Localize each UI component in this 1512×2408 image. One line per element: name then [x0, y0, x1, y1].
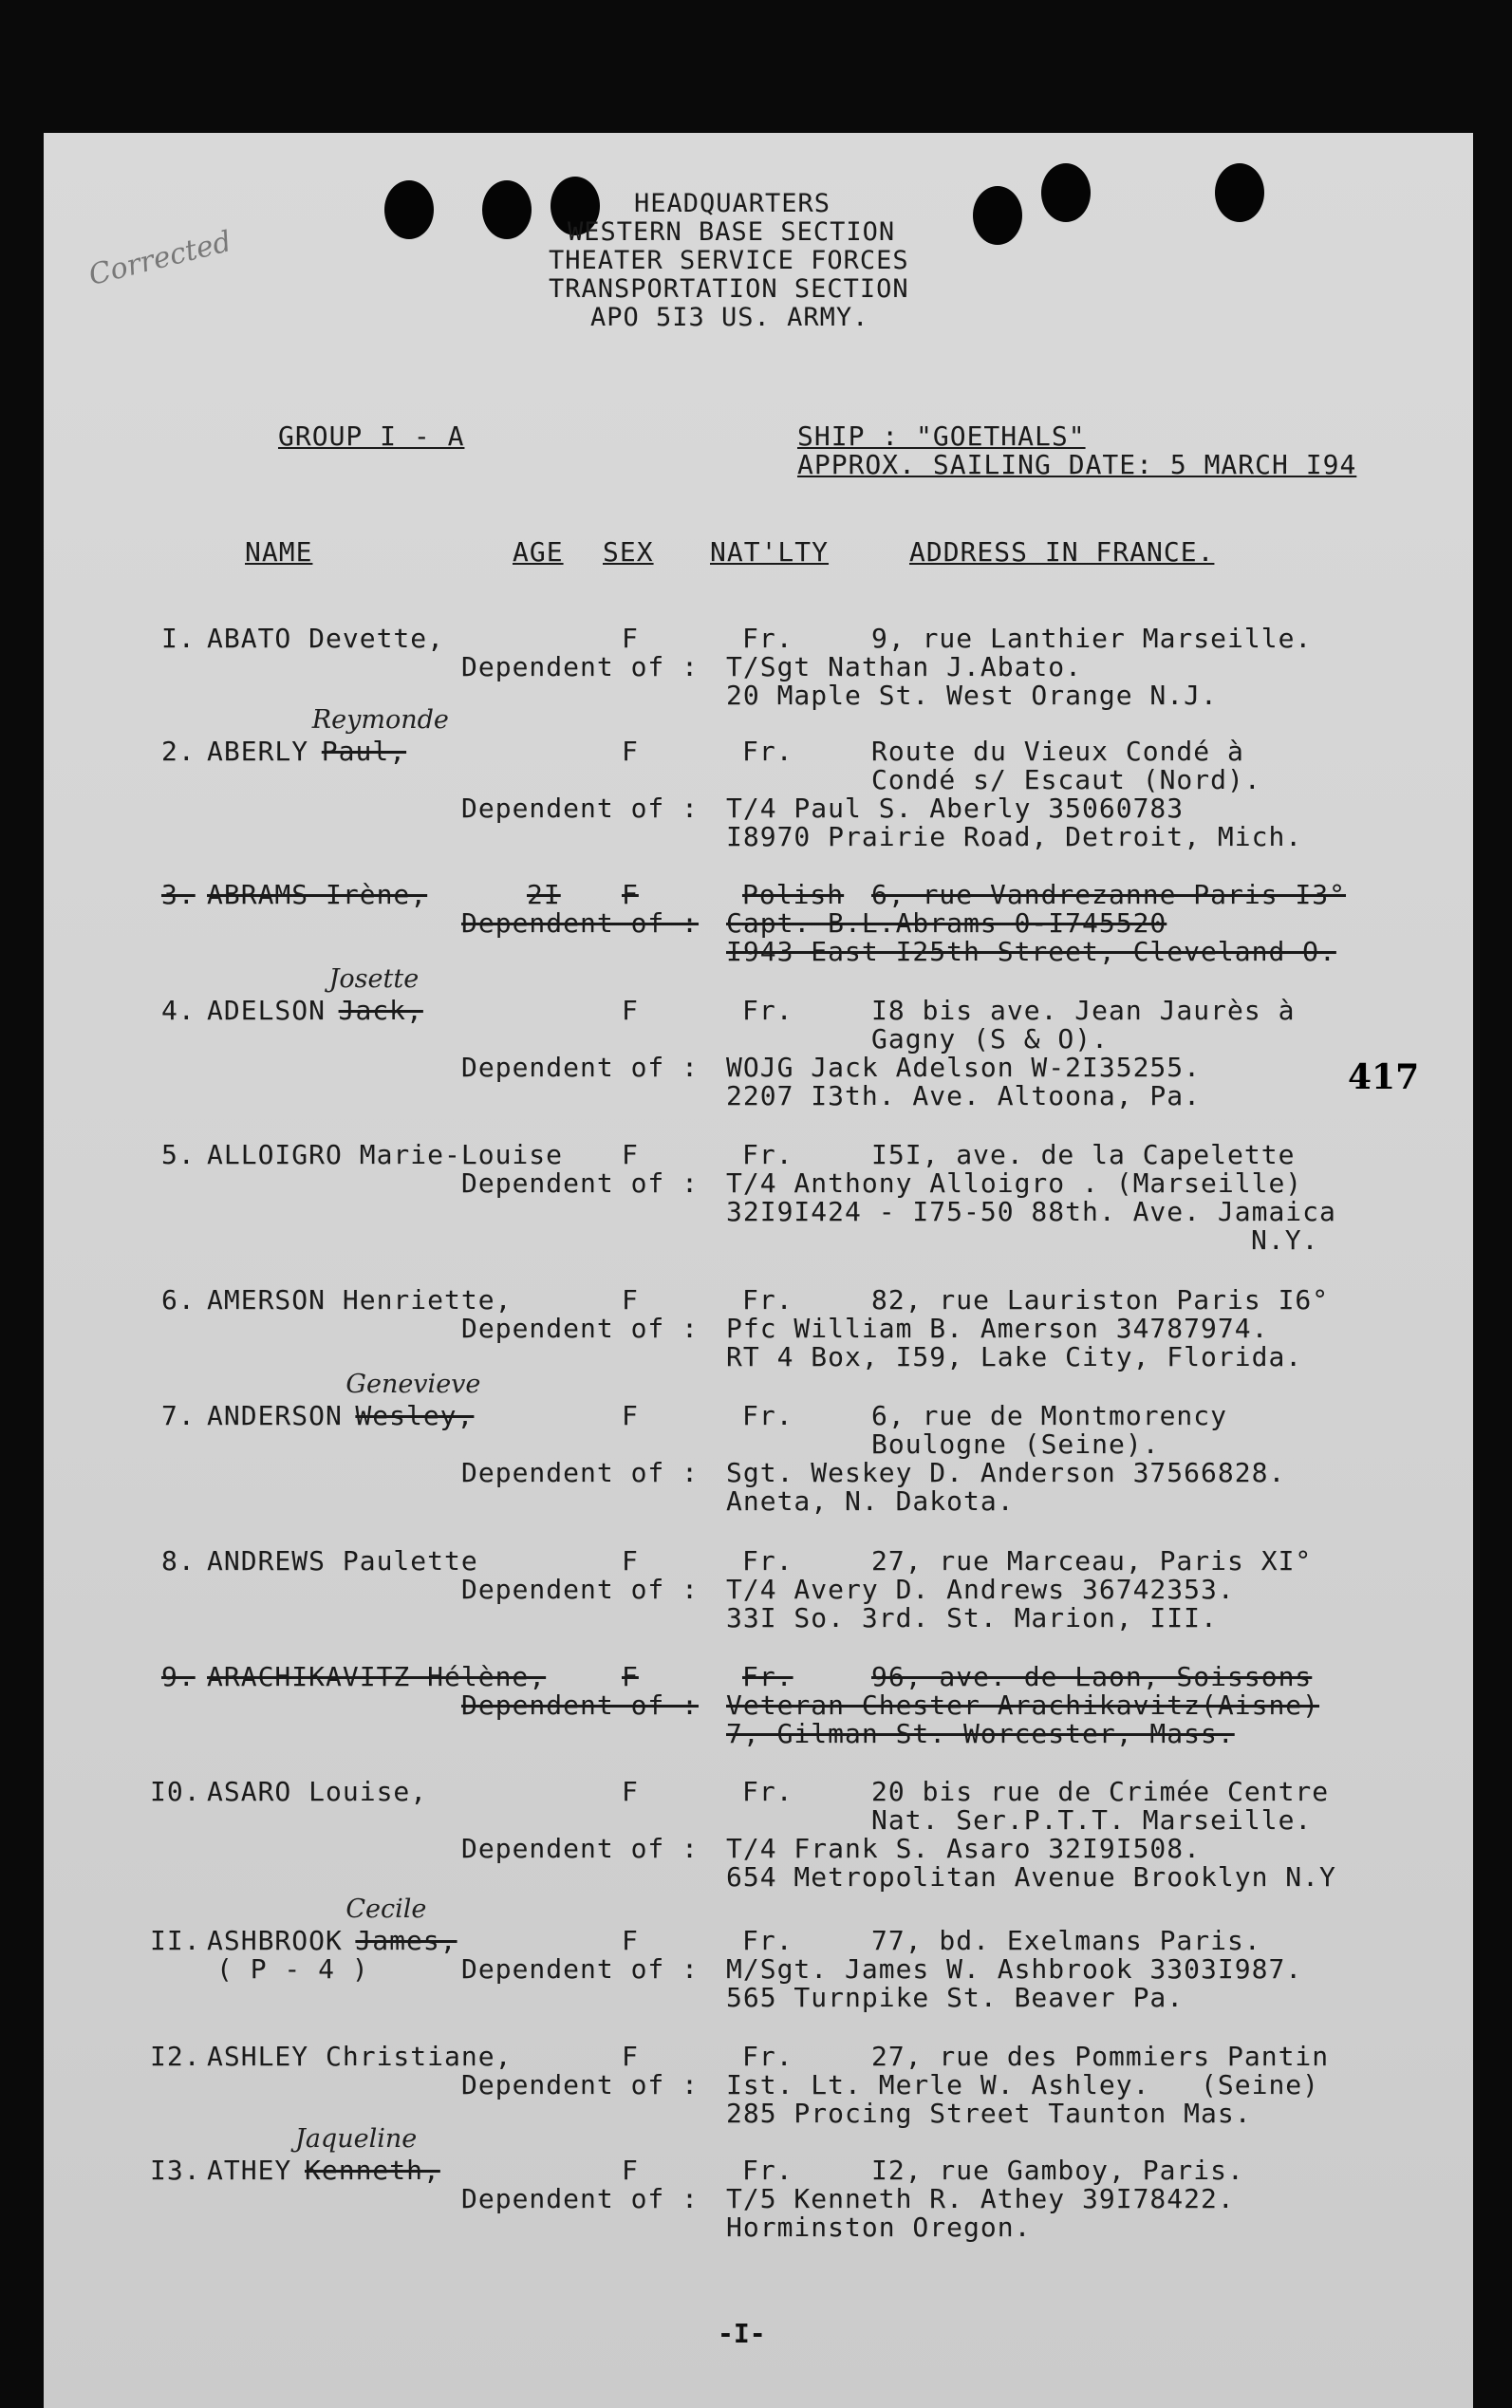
entry-name: ANDREWS Paulette	[207, 1545, 478, 1577]
sponsor-line1: T/5 Kenneth R. Athey 39I78422.	[726, 2183, 1235, 2214]
sponsor-line2: 32I9I424 - I75-50 88th. Ave. Jamaica	[726, 1196, 1336, 1227]
sponsor-line1: Ist. Lt. Merle W. Ashley. (Seine)	[726, 2069, 1320, 2100]
entry-address-line1: I2, rue Gamboy, Paris.	[871, 2155, 1244, 2186]
entry-nationality: Fr.	[742, 1139, 793, 1170]
entry-nationality: Fr.	[742, 1400, 793, 1431]
entry-name: ADELSON	[207, 995, 327, 1026]
entry-address-line1: 27, rue Marceau, Paris XI°	[871, 1545, 1313, 1577]
punch-hole	[973, 186, 1022, 245]
entry-sex: F	[622, 879, 639, 910]
header-line3: THEATER SERVICE FORCES	[549, 246, 909, 275]
entry-name: ANDERSON	[207, 1400, 343, 1431]
dependent-of-label: Dependent of :	[461, 1313, 700, 1344]
sponsor-line1: Veteran Chester Arachikavitz(Aisne)	[726, 1689, 1320, 1721]
entry-number: I3.	[150, 2155, 201, 2186]
entry-address-line2: Condé s/ Escaut (Nord).	[871, 764, 1261, 795]
entry-age: 2I	[527, 879, 561, 910]
handwritten-name: Jaqueline	[295, 2124, 418, 2154]
entry-nationality: Fr.	[742, 1661, 793, 1692]
sponsor-line1: T/4 Anthony Alloigro . (Marseille)	[726, 1167, 1303, 1199]
entry-struck-name: Jack,	[338, 995, 423, 1026]
col-sex: SEX	[603, 536, 654, 568]
dependent-of-label: Dependent of :	[461, 1833, 700, 1864]
entry-name: ABRAMS Irène,	[207, 879, 428, 910]
sponsor-line2: I8970 Prairie Road, Detroit, Mich.	[726, 821, 1303, 852]
entry-subcode: ( P - 4 )	[216, 1953, 369, 1985]
dependent-of-label: Dependent of :	[461, 793, 700, 824]
entry-nationality: Fr.	[742, 736, 793, 767]
entry-name: ATHEY	[207, 2155, 292, 2186]
entry-address-line1: 20 bis rue de Crimée Centre	[871, 1776, 1330, 1807]
entry-number: 6.	[161, 1284, 196, 1316]
entry-sex: F	[622, 1545, 639, 1577]
entry-nationality: Fr.	[742, 1284, 793, 1316]
sponsor-line1: T/4 Avery D. Andrews 36742353.	[726, 1574, 1235, 1605]
entry-nationality: Polish	[742, 879, 845, 910]
entry-nationality: Fr.	[742, 995, 793, 1026]
sponsor-line1: T/4 Frank S. Asaro 32I9I508.	[726, 1833, 1202, 1864]
dependent-of-label: Dependent of :	[461, 1574, 700, 1605]
entry-nationality: Fr.	[742, 1776, 793, 1807]
entry-sex: F	[622, 623, 639, 654]
dependent-of-label: Dependent of :	[461, 1167, 700, 1199]
entry-name: ASHBROOK	[207, 1925, 343, 1956]
sponsor-line1: M/Sgt. James W. Ashbrook 3303I987.	[726, 1953, 1303, 1985]
col-address: ADDRESS IN FRANCE.	[909, 536, 1215, 568]
entry-sex: F	[622, 1776, 639, 1807]
ship-label: SHIP : "GOETHALS"	[797, 420, 1086, 452]
entry-name: AMERSON Henriette,	[207, 1284, 513, 1316]
sponsor-line2: 285 Procing Street Taunton Mas.	[726, 2098, 1252, 2129]
entry-address-line1: 77, bd. Exelmans Paris.	[871, 1925, 1261, 1956]
dependent-of-label: Dependent of :	[461, 1052, 700, 1083]
sponsor-line2: 20 Maple St. West Orange N.J.	[726, 680, 1218, 711]
sailing-date: APPROX. SAILING DATE: 5 MARCH I94	[797, 449, 1357, 480]
entry-nationality: Fr.	[742, 623, 793, 654]
entry-number: 3.	[161, 879, 196, 910]
sponsor-line2: Aneta, N. Dakota.	[726, 1485, 1015, 1517]
entry-address-line1: 27, rue des Pommiers Pantin	[871, 2041, 1330, 2072]
entry-address-line1: 9, rue Lanthier Marseille.	[871, 623, 1313, 654]
col-natlty: NAT'LTY	[710, 536, 830, 568]
handwritten-name: Josette	[328, 964, 420, 994]
entry-number: II.	[150, 1925, 201, 1956]
header-line5: APO 5I3 US. ARMY.	[590, 303, 869, 332]
entry-address-line1: I8 bis ave. Jean Jaurès à	[871, 995, 1296, 1026]
entry-sex: F	[622, 736, 639, 767]
entry-nationality: Fr.	[742, 1545, 793, 1577]
entry-struck-name: Wesley,	[355, 1400, 475, 1431]
sponsor-line2: I943 East I25th Street, Cleveland O.	[726, 936, 1336, 967]
col-name: NAME	[245, 536, 313, 568]
entry-nationality: Fr.	[742, 1925, 793, 1956]
dependent-of-label: Dependent of :	[461, 907, 700, 939]
handwritten-name: Genevieve	[345, 1370, 481, 1399]
entry-address-line1: 6, rue de Montmorency	[871, 1400, 1228, 1431]
dependent-of-label: Dependent of :	[461, 1457, 700, 1488]
sponsor-line2: 565 Turnpike St. Beaver Pa.	[726, 1982, 1185, 2013]
corrected-stamp: Corrected	[85, 224, 235, 293]
sponsor-line1: T/Sgt Nathan J.Abato.	[726, 651, 1083, 682]
entry-sex: F	[622, 1139, 639, 1170]
entry-address-line1: 6, rue Vandrezanne Paris I3°	[871, 879, 1347, 910]
entry-number: I.	[161, 623, 196, 654]
entry-nationality: Fr.	[742, 2155, 793, 2186]
col-age: AGE	[513, 536, 564, 568]
sponsor-line1: T/4 Paul S. Aberly 35060783	[726, 793, 1185, 824]
header-line4: TRANSPORTATION SECTION	[549, 274, 909, 304]
entry-sex: F	[622, 1284, 639, 1316]
header-line2: WESTERN BASE SECTION	[568, 217, 896, 247]
sponsor-line2: RT 4 Box, I59, Lake City, Florida.	[726, 1341, 1303, 1372]
entry-sex: F	[622, 1925, 639, 1956]
entry-number: 7.	[161, 1400, 196, 1431]
entry-number: 4.	[161, 995, 196, 1026]
entry-number: I2.	[150, 2041, 201, 2072]
dependent-of-label: Dependent of :	[461, 2069, 700, 2100]
sponsor-line2: 33I So. 3rd. St. Marion, III.	[726, 1602, 1218, 1633]
entry-address-line2: Nat. Ser.P.T.T. Marseille.	[871, 1804, 1313, 1836]
punch-hole	[384, 180, 434, 239]
entry-struck-name: Kenneth,	[305, 2155, 440, 2186]
entry-sex: F	[622, 1661, 639, 1692]
dependent-of-label: Dependent of :	[461, 1689, 700, 1721]
sponsor-line1: WOJG Jack Adelson W-2I35255.	[726, 1052, 1202, 1083]
entry-number: I0.	[150, 1776, 201, 1807]
entry-nationality: Fr.	[742, 2041, 793, 2072]
entry-number: 2.	[161, 736, 196, 767]
entry-sex: F	[622, 2155, 639, 2186]
entry-address-line1: I5I, ave. de la Capelette	[871, 1139, 1296, 1170]
page-footer: -I-	[718, 2318, 766, 2349]
entry-name: ALLOIGRO Marie-Louise	[207, 1139, 564, 1170]
dependent-of-label: Dependent of :	[461, 651, 700, 682]
sponsor-line1: Pfc William B. Amerson 34787974.	[726, 1313, 1269, 1344]
sponsor-line1: Sgt. Weskey D. Anderson 37566828.	[726, 1457, 1286, 1488]
entry-number: 8.	[161, 1545, 196, 1577]
sponsor-line2: 2207 I3th. Ave. Altoona, Pa.	[726, 1080, 1202, 1111]
entry-sex: F	[622, 1400, 639, 1431]
entry-struck-name: James,	[355, 1925, 457, 1956]
entry-address-line1: 96, ave. de Laon, Soissons	[871, 1661, 1313, 1692]
entry-name: ABERLY	[207, 736, 309, 767]
dependent-of-label: Dependent of :	[461, 2183, 700, 2214]
punch-hole	[1215, 163, 1264, 222]
entry-number: 9.	[161, 1661, 196, 1692]
entry-sex: F	[622, 995, 639, 1026]
sponsor-line2: Horminston Oregon.	[726, 2212, 1032, 2243]
entry-address-line2: Boulogne (Seine).	[871, 1428, 1160, 1460]
page-number: 417	[1348, 1057, 1420, 1097]
entry-number: 5.	[161, 1139, 196, 1170]
entry-name: ABATO Devette,	[207, 623, 445, 654]
entry-name: ARACHIKAVITZ Hélène,	[207, 1661, 547, 1692]
dependent-of-label: Dependent of :	[461, 1953, 700, 1985]
punch-hole	[482, 180, 532, 239]
group-label: GROUP I - A	[278, 420, 465, 452]
entry-name: ASHLEY Christiane,	[207, 2041, 513, 2072]
sponsor-line3: N.Y.	[1251, 1224, 1319, 1256]
entry-address-line1: Route du Vieux Condé à	[871, 736, 1244, 767]
entry-address-line1: 82, rue Lauriston Paris I6°	[871, 1284, 1330, 1316]
handwritten-name: Reymonde	[311, 705, 449, 735]
entry-name: ASARO Louise,	[207, 1776, 428, 1807]
handwritten-name: Cecile	[345, 1895, 427, 1924]
header-line1: HEADQUARTERS	[634, 189, 831, 218]
sponsor-line2: 654 Metropolitan Avenue Brooklyn N.Y	[726, 1861, 1336, 1893]
punch-hole	[1041, 163, 1091, 222]
entry-struck-name: Paul,	[321, 736, 407, 767]
sponsor-line1: Capt. B.L.Abrams 0-I745520	[726, 907, 1167, 939]
sponsor-line2: 7, Gilman St. Worcester, Mass.	[726, 1718, 1235, 1749]
entry-address-line2: Gagny (S & O).	[871, 1023, 1110, 1055]
entry-sex: F	[622, 2041, 639, 2072]
